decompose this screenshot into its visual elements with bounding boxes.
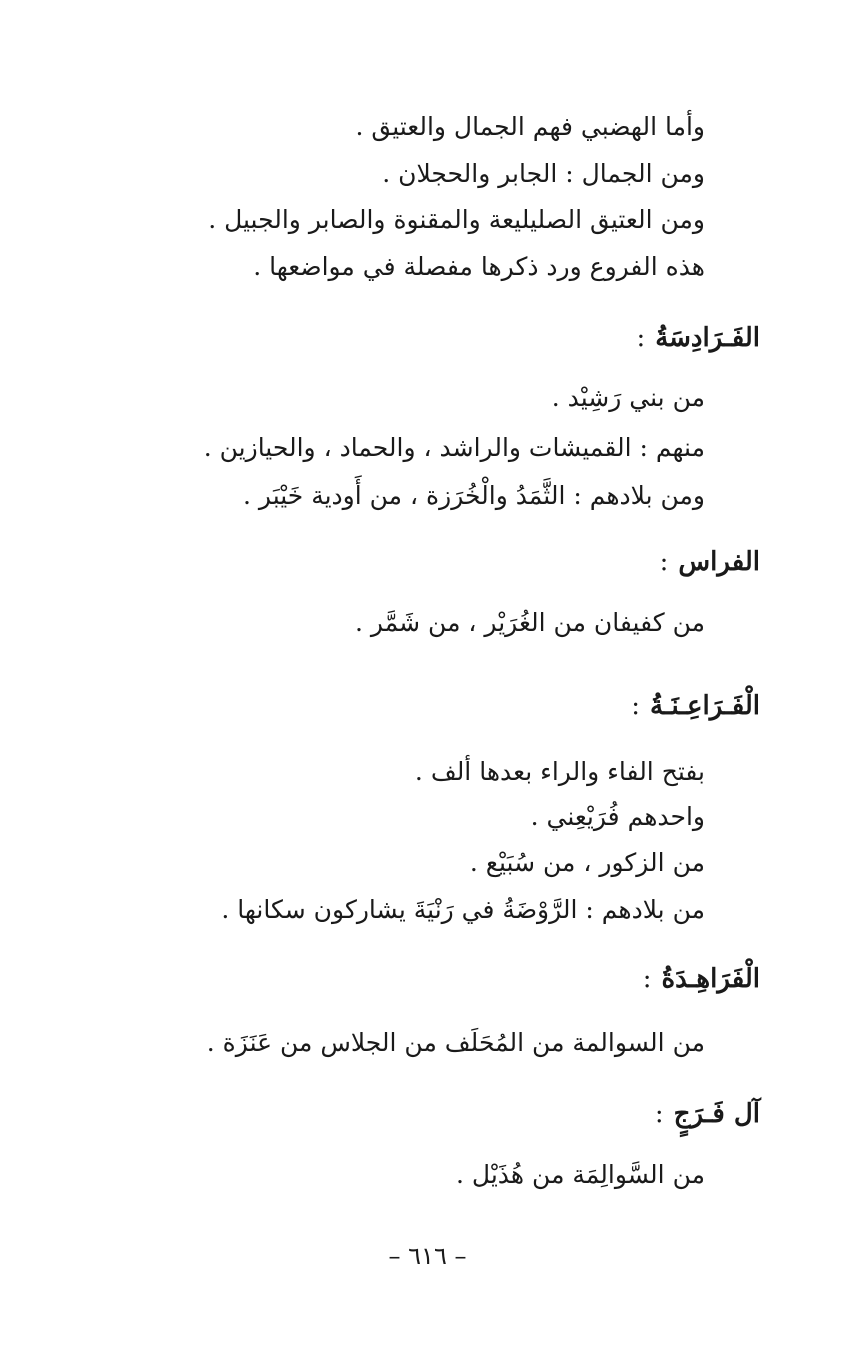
alfaraj-line-1: من السَّوالِمَة من هُذَيْل . <box>456 1160 705 1189</box>
faradisa-line-2: منهم : القميشات والراشد ، والحماد ، والحيازين . <box>203 433 705 462</box>
intro-line-2: ومن الجمال : الجابر والحجلان . <box>382 159 705 188</box>
faraina-line-4: من بلادهم : الرَّوْضَةُ في رَنْيَةَ يشاركون سكانها . <box>221 895 705 924</box>
heading-alfaraj <box>655 1092 760 1136</box>
heading-farahida-title: الْفَرَاهِـدَةُ <box>661 964 760 994</box>
heading-faradisa <box>636 316 760 360</box>
heading-faraina-title: الْفَـرَاعِـنَـةُ <box>649 691 760 721</box>
heading-alfaraj-title: آل فَـرَجٍ <box>673 1099 760 1129</box>
heading-farahida <box>643 957 760 1001</box>
faraina-line-2: واحدهم فُرَيْعِني . <box>530 802 705 831</box>
intro-line-4: هذه الفروع ورد ذكرها مفصلة في مواضعها . <box>253 252 705 281</box>
heading-faras-title: الفراس <box>678 547 760 577</box>
heading-faras-colon: : <box>659 547 669 577</box>
intro-line-1: وأما الهضبي فهم الجمال والعتيق . <box>355 112 705 141</box>
intro-line-3: ومن العتيق الصليليعة والمقنوة والصابر والجبيل . <box>208 205 705 234</box>
heading-alfaraj-colon: : <box>654 1099 664 1129</box>
heading-farahida-colon: : <box>642 964 652 994</box>
faraina-line-3: من الزكور ، من سُبَيْع . <box>469 848 705 877</box>
heading-faradisa-colon: : <box>636 323 646 353</box>
heading-faradisa-title: الفَـرَادِسَةُ <box>655 323 760 353</box>
faras-line-1: من كفيفان من الغُرَيْر ، من شَمَّر . <box>355 608 705 637</box>
heading-faraina <box>631 684 760 728</box>
heading-faraina-colon: : <box>631 691 640 721</box>
heading-faras <box>660 540 760 584</box>
faradisa-line-1: من بني رَشِيْد . <box>551 383 705 412</box>
page-number: – ٦١٦ – <box>388 1242 467 1270</box>
farahida-line-1: من السوالمة من المُحَلَف من الجلاس من عَنَزَة . <box>206 1028 705 1057</box>
faraina-line-1: بفتح الفاء والراء بعدها ألف . <box>414 757 705 786</box>
faradisa-line-3: ومن بلادهم : الثَّمَدُ والْخُرَزة ، من أَودية خَيْبَر . <box>243 481 705 510</box>
